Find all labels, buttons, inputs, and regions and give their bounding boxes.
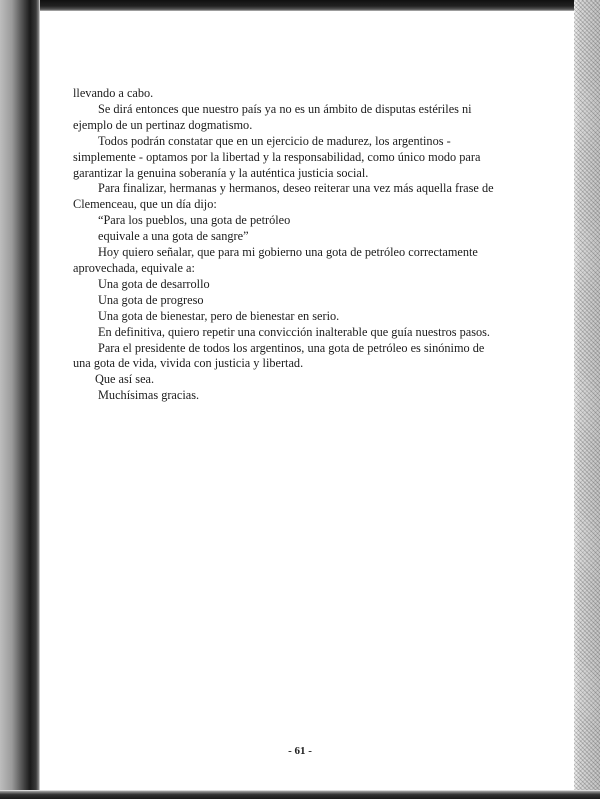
text-line: simplemente - optamos por la libertad y la responsabilidad, como único modo para	[73, 149, 481, 164]
list-line: Una gota de desarrollo	[98, 276, 210, 291]
list-line: Una gota de bienestar, pero de bienestar en serio.	[98, 308, 340, 323]
text-line: Para el presidente de todos los argentinos, una gota de petróleo es sinónimo de	[98, 340, 485, 355]
text-line: una gota de vida, vivida con justicia y libertad.	[73, 356, 304, 371]
text-line: garantizar la genuina soberanía y la auténtica justicia social.	[73, 165, 369, 180]
text-line: aprovechada, equivale a:	[73, 260, 195, 275]
scan-noise-right-edge	[574, 0, 600, 799]
text-line: Clemenceau, que un día dijo:	[73, 197, 217, 212]
text-line: Para finalizar, hermanas y hermanos, deseo reiterar una vez más aquella frase de	[98, 181, 494, 196]
scan-shadow-top	[0, 0, 600, 11]
text-line: Se dirá entonces que nuestro país ya no es un ámbito de disputas estériles ni	[98, 101, 472, 116]
list-line: Una gota de progreso	[98, 292, 204, 307]
speech-text-block	[73, 86, 553, 404]
closing-line: Muchísimas gracias.	[98, 388, 200, 403]
book-spine-shadow	[0, 0, 40, 799]
quote-line: equivale a una gota de sangre”	[98, 229, 249, 244]
scan-shadow-bottom	[0, 790, 600, 799]
text-line: llevando a cabo.	[73, 86, 154, 100]
text-line: ejemplo de un pertinaz dogmatismo.	[73, 117, 253, 132]
closing-line: Que así sea.	[95, 372, 155, 387]
text-line: Hoy quiero señalar, que para mi gobierno una gota de petróleo correctamente	[98, 245, 478, 260]
text-line: En definitiva, quiero repetir una convicción inalterable que guía nuestros pasos.	[98, 324, 491, 339]
quote-line: “Para los pueblos, una gota de petróleo	[98, 213, 291, 228]
text-line: Todos podrán constatar que en un ejercicio de madurez, los argentinos -	[98, 133, 451, 148]
page-number: - 61 -	[288, 745, 312, 757]
